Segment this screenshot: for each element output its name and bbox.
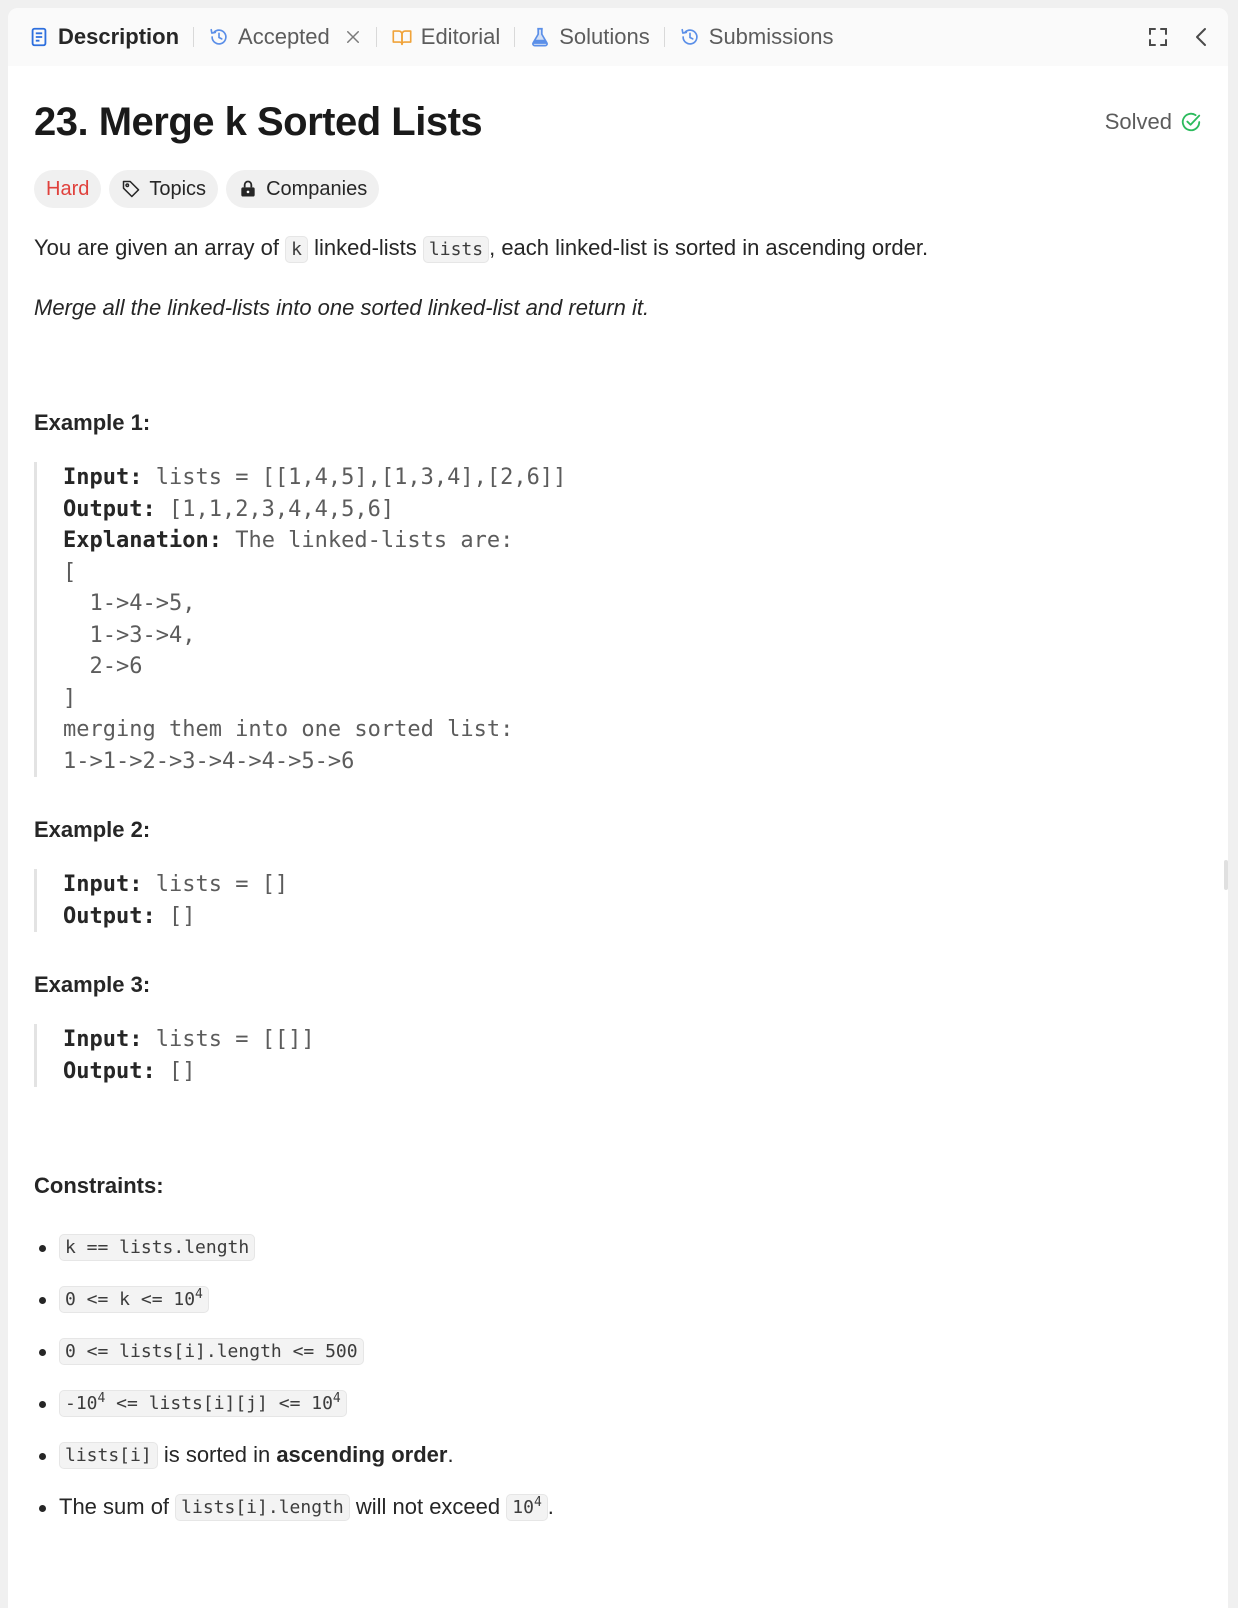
description-task: Merge all the linked-lists into one sorted linked-list and return it. [34, 295, 650, 320]
description-content [8, 100, 1228, 1533]
chevron-left-icon[interactable] [1190, 25, 1214, 49]
history-icon [679, 26, 701, 48]
constraints-title: Constraints: [34, 1173, 164, 1198]
tab-editorial[interactable] [391, 8, 500, 66]
constraint-item [34, 1221, 1202, 1273]
superscript: 4 [97, 1390, 106, 1406]
tab-solutions[interactable] [529, 8, 650, 66]
description-text: , each linked-list is sorted in ascending order. [489, 235, 929, 260]
constraint-item [34, 1325, 1202, 1377]
title-row [34, 100, 1202, 144]
example-1-block [34, 462, 1202, 777]
tab-description[interactable] [28, 8, 179, 66]
constraint-bold: ascending order [276, 1442, 448, 1467]
output-label: Output: [63, 496, 156, 522]
inline-code: k == lists.length [59, 1234, 255, 1261]
companies-label: Companies [266, 177, 368, 200]
inline-code: lists [423, 236, 489, 263]
input-label: Input: [63, 872, 143, 897]
example-3-title: Example 3: [34, 972, 151, 997]
document-icon [28, 26, 50, 48]
tab-bar [8, 8, 1228, 66]
inline-code: 0 <= lists[i].length <= 500 [59, 1338, 364, 1365]
superscript: 4 [533, 1494, 542, 1510]
tab-description-label: Description [58, 24, 180, 49]
history-icon [208, 26, 230, 48]
tab-submissions[interactable] [679, 8, 834, 66]
example-2-title: Example 2: [34, 817, 151, 842]
constraint-item [34, 1377, 1202, 1429]
lock-icon [238, 179, 258, 199]
inline-code [59, 1286, 209, 1313]
solved-status [1105, 109, 1202, 135]
example-2-block [34, 869, 1202, 932]
output-value: [1,1,2,3,4,4,5,6] [155, 496, 395, 522]
constraints-list [34, 1221, 1202, 1533]
inline-code [506, 1494, 548, 1521]
topics-button[interactable] [109, 170, 218, 208]
tab-solutions-label: Solutions [559, 24, 650, 49]
input-value: lists = [] [142, 872, 289, 897]
explanation-value: The linked-lists are: [ 1->4->5, 1->3->4, 2->6 ] merging them into one sorted list: 1->1->2->3->4->4->5->6 [63, 528, 514, 774]
tag-icon [121, 179, 141, 199]
solved-label: Solved [1104, 109, 1172, 134]
problem-panel [8, 8, 1228, 1608]
constraint-text: . [447, 1442, 454, 1467]
input-value: lists = [[1,4,5],[1,3,4],[2,6]] [142, 465, 567, 490]
inline-code: lists[i].length [175, 1494, 350, 1521]
code-text: -10 [65, 1392, 98, 1414]
constraint-item [34, 1481, 1202, 1533]
book-icon [391, 26, 413, 48]
tab-editorial-label: Editorial [420, 24, 501, 49]
inline-code [59, 1390, 347, 1417]
superscript: 4 [195, 1286, 203, 1302]
difficulty-badge: Hard [34, 170, 101, 208]
tab-divider [376, 27, 377, 47]
output-value: [] [155, 1058, 196, 1084]
constraint-text: will not exceed [349, 1494, 507, 1519]
constraint-text: . [547, 1494, 554, 1519]
explanation-label: Explanation: [63, 528, 222, 553]
input-label: Input: [63, 1027, 143, 1052]
problem-title[interactable]: 23. Merge k Sorted Lists [34, 99, 483, 144]
description-paragraph [34, 232, 1202, 266]
example-1-title: Example 1: [34, 410, 151, 435]
description-text: You are given an array of [34, 235, 286, 260]
input-value: lists = [[]] [142, 1027, 315, 1052]
companies-button[interactable] [226, 170, 379, 208]
tab-accepted[interactable] [208, 8, 362, 66]
resize-handle[interactable] [1224, 860, 1228, 890]
tabbar-actions [1146, 8, 1214, 66]
input-label: Input: [63, 465, 143, 490]
constraint-text: is sorted in [157, 1442, 277, 1467]
description-text: linked-lists [307, 235, 423, 260]
output-label: Output: [63, 903, 156, 929]
inline-code: k [285, 236, 308, 263]
code-text: 0 <= k <= 10 [65, 1288, 196, 1310]
example-3-block [34, 1024, 1202, 1087]
code-text: <= lists[i][j] <= 10 [105, 1392, 333, 1414]
tag-row [34, 170, 1202, 208]
flask-icon [529, 26, 551, 48]
superscript: 4 [332, 1390, 341, 1406]
output-value: [] [155, 903, 196, 929]
constraint-item [34, 1429, 1202, 1481]
tab-divider [664, 27, 665, 47]
code-text: 10 [512, 1496, 534, 1518]
fullscreen-icon[interactable] [1146, 25, 1170, 49]
inline-code: lists[i] [59, 1442, 158, 1469]
close-icon[interactable] [344, 28, 362, 46]
tab-divider [514, 27, 515, 47]
check-circle-icon [1180, 111, 1202, 133]
tab-accepted-label: Accepted [238, 24, 330, 49]
topics-label: Topics [149, 177, 207, 200]
constraint-text: The sum of [59, 1494, 176, 1519]
tab-submissions-label: Submissions [708, 24, 834, 49]
tab-divider [193, 27, 194, 47]
output-label: Output: [63, 1058, 156, 1084]
constraint-item [34, 1273, 1202, 1325]
